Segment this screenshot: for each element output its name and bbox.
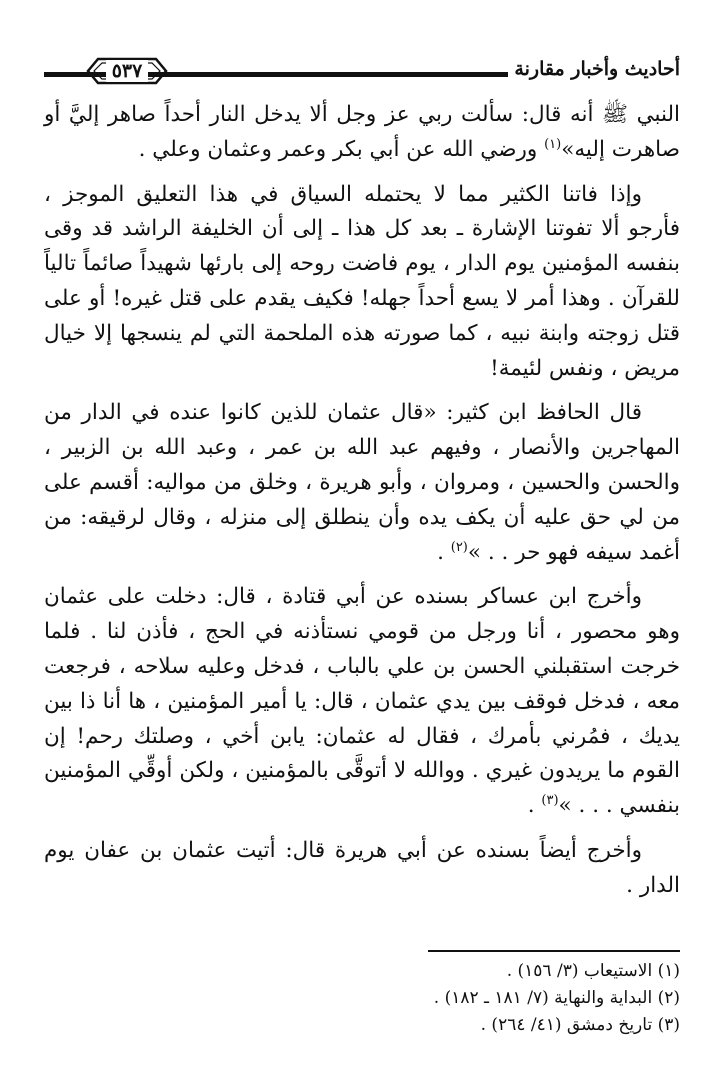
paragraph-3-tail: .: [437, 539, 451, 565]
paragraph-2: وإذا فاتنا الكثير مما لا يحتمله السياق في هذا التعليق الموجز ، فأرجو ألا تفوتنا الإشارة ـ بعد كل هذا ـ إلى أن الخليفة الراشد قد وقى بنفسه المؤمنين يوم الدار ، يوم فاضت روحه إلى بارئها شهيداً صائماً تالياً للقرآن . وهذا أمر لا يسع أحداً جهله! فكيف يقدم على قتل غيره! أو على قتل زوجته وابنة نبيه ، كما صورته هذه الملحمة التي لم ينسجها إلا خيال مريض ، ونفس لئيمة!: [44, 181, 680, 381]
footnote-divider: [428, 950, 680, 952]
page-number: ٥٣٧: [106, 60, 149, 82]
footnote-marker-1: (١): [544, 136, 562, 152]
footnote-3: (٣) تاريخ دمشق (٤١/ ٢٦٤) .: [480, 1015, 680, 1035]
footnote-marker-3: (٣): [541, 792, 559, 808]
paragraph-1-tail: ورضي الله عن أبي بكر وعمر وعثمان وعلي .: [138, 136, 545, 162]
footnotes: [44, 958, 680, 1039]
paragraph-1-text: النبي ﷺ أنه قال: سألت ربي عز وجل ألا يدخل النار أحداً صاهر إليَّ أو صاهرت إليه»: [44, 102, 680, 162]
paragraph-5: وأخرج أيضاً بسنده عن أبي هريرة قال: أتيت عثمان بن عفان يوم الدار .: [44, 837, 680, 898]
main-text: [44, 98, 680, 904]
paragraph-4-tail: .: [527, 793, 542, 819]
footnote-1: (١) الاستيعاب (٣/ ١٥٦) .: [506, 961, 680, 981]
footnote-2: (٢) البداية والنهاية (٧/ ١٨١ ـ ١٨٢) .: [433, 988, 680, 1008]
page-header: [44, 50, 680, 90]
footnote-marker-2: (٢): [450, 539, 468, 555]
page-number-frame: [84, 55, 170, 87]
paragraph-3: [44, 396, 680, 570]
paragraph-3-text: قال الحافظ ابن كثير: «قال عثمان للذين كانوا عنده في الدار من المهاجرين والأنصار ، وفيهم عبد الله بن عمر ، وعبد الله بن الزبير ، والحسن والحسين ، ومروان ، وأبو هريرة ، وخلق من مواليه: أقسم على من لي حق عليه أن يكف يده وأن ينطلق إلى منزله ، وقال لرقيقه: من أغمد سيفه فهو حر . . »: [44, 400, 680, 565]
paragraph-4: [44, 580, 680, 824]
running-title: أحاديث وأخبار مقارنة: [508, 58, 680, 80]
paragraph-4-text: وأخرج ابن عساكر بسنده عن أبي قتادة ، قال: دخلت على عثمان وهو محصور ، أنا ورجل من قومي نستأذنه في الحج ، فأذن لنا . فلما خرجت استقبلني الحسن بن علي بالباب ، فدخل وعليه سلاحه ، فرجعت معه ، فدخل فوقف بين يدي عثمان ، قال: يا أمير المؤمنين ، ها أنا ذا بين يديك ، فمُرني بأمرك ، فقال له عثمان: يابن أخي ، وصلتك رحم! إن القوم ما يريدون غيري . ووالله لا أتوقَّى بالمؤمنين ، ولكن أوقِّي المؤمنين بنفسي . . . »: [44, 584, 680, 819]
paragraph-1: [44, 98, 680, 168]
